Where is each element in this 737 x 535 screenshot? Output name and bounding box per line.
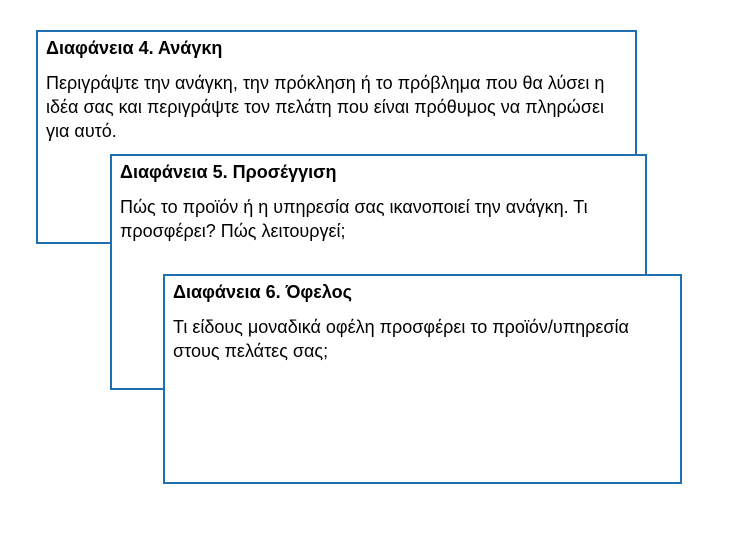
slide-card-benefit [163, 274, 682, 484]
card-body-need: Περιγράψτε την ανάγκη, την πρόκληση ή το πρόβλημα που θα λύσει η ιδέα σας και περιγράψτε τον πελάτη που είναι πρόθυμος να πληρώσει για αυτό. [46, 73, 605, 141]
card-title-need: Διαφάνεια 4. Ανάγκη [46, 38, 223, 58]
card-title-benefit: Διαφάνεια 6. Όφελος [173, 282, 352, 302]
card-body-benefit: Τι είδους μοναδικά οφέλη προσφέρει το προϊόν/υπηρεσία στους πελάτες σας; [173, 317, 629, 361]
card-body-approach: Πώς το προϊόν ή η υπηρεσία σας ικανοποιεί την ανάγκη. Τι προσφέρει? Πώς λειτουργεί; [120, 197, 588, 241]
card-title-approach: Διαφάνεια 5. Προσέγγιση [120, 162, 337, 182]
